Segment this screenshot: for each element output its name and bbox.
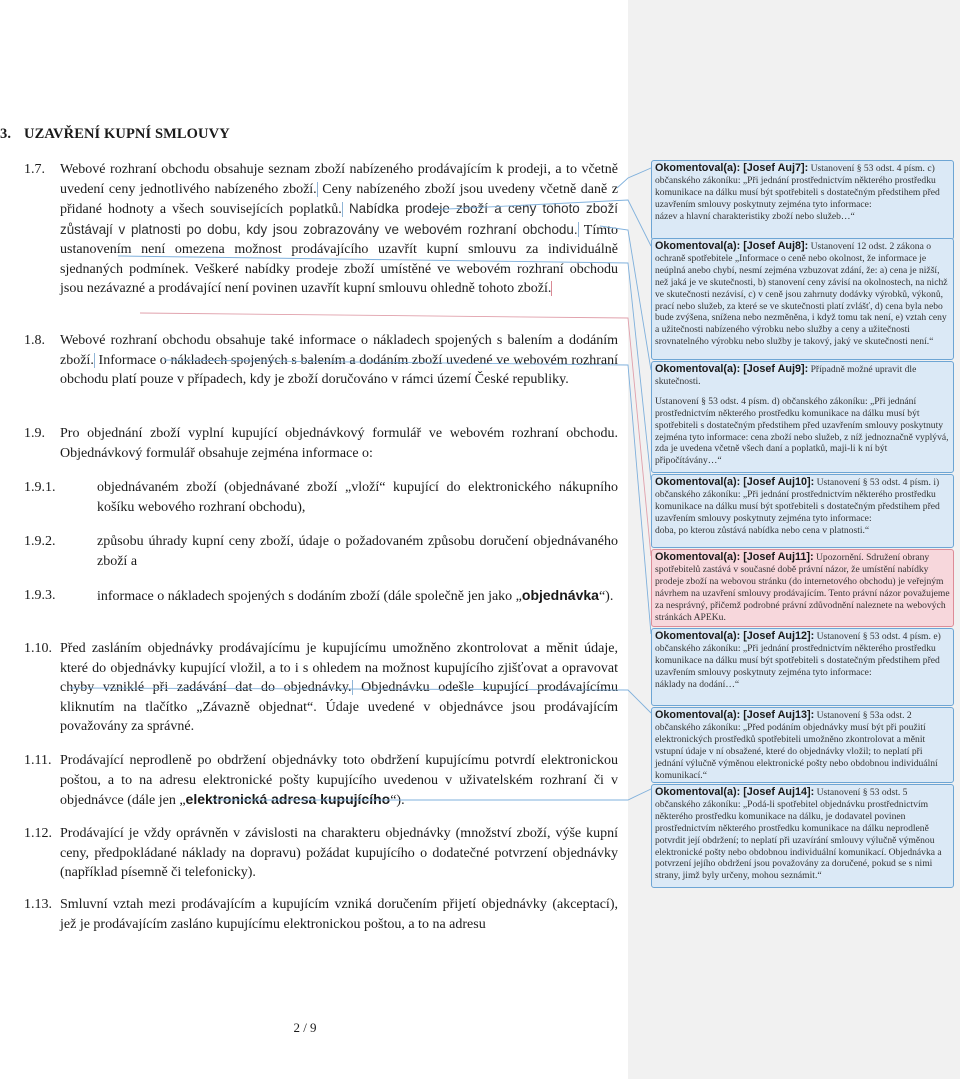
paragraph-number: 1.11. xyxy=(24,753,52,768)
paragraph-1-9-3[interactable] xyxy=(24,586,618,607)
paragraph-1-9-2[interactable] xyxy=(24,532,618,571)
comment-auj7[interactable]: Okomentoval(a): [Josef Auj7]: Ustanovení § 53 odst. 4 písm. c) občanského zákoníku: „Při jednání prostřednictvím některého prostředku komunikace na dálku musí být spotřebiteli s dostatečným předstihem před uzavřením smlouvy poskytnuty zejména tyto informace: název a hlavní charakteristiky zboží nebo služeb…“ xyxy=(651,160,954,240)
paragraph-1-8[interactable] xyxy=(24,331,618,390)
comment-auj12[interactable]: Okomentoval(a): [Josef Auj12]: Ustanovení § 53 odst. 4 písm. e) občanského zákoníku: „Při jednání prostřednictvím některého prostředku komunikace na dálku musí být spotřebiteli s dostatečným předstihem před uzavřením smlouvy poskytnuty zejména tyto informace: náklady na dodání…“ xyxy=(651,628,954,706)
defined-term: objednávka xyxy=(521,587,599,603)
paragraph-text: objednávaném zboží (objednávané zboží „vloží“ kupující do elektronického nákupního košíku webového rozhraní obchodu), xyxy=(97,480,618,515)
comment-auj10[interactable]: Okomentoval(a): [Josef Auj10]: Ustanovení § 53 odst. 4 písm. i) občanského zákoníku: „Při jednání prostřednictvím některého prostředku komunikace na dálku musí být spotřebiteli s dostatečným předstihem před uzavřením smlouvy poskytnuty zejména tyto informace: doba, po kterou zůstává nabídka nebo cena v platnosti.“ xyxy=(651,474,954,548)
section-number: 3. xyxy=(0,126,12,142)
comment-auj13[interactable]: Okomentoval(a): [Josef Auj13]: Ustanovení § 53a odst. 2 občanského zákoníku: „Před podáním objednávky musí být při použití elektronických prostředků spotřebiteli umožněno zkontrolovat a měnit vstupní údaje v ní obsažené, které do objednávky vložil; to neplatí při jednání výlučně výměnou elektronické pošty nebo obdobnou individuální komunikací.“ xyxy=(651,707,954,783)
paragraph-text: způsobu úhrady kupní ceny zboží, údaje o požadovaném způsobu doručení objednávaného zboží a xyxy=(97,534,618,569)
comment-author: Okomentoval(a): [Josef Auj14]: xyxy=(655,786,815,798)
comment-auj9[interactable]: Okomentoval(a): [Josef Auj9]: Případně možné upravit dle skutečnosti. Ustanovení § 53 odst. 4 písm. d) občanského zákoníku: „Při jednání prostřednictvím některého prostředku komunikace na dálku musí být spotřebiteli s dostatečným předstihem před uzavřením smlouvy poskytnuty zejména tyto informace: cena zboží nebo služeb, z níž jednoznačně vyplývá, zda je uvedena včetně všech daní a poplatků, maji-li k ní být připočítávány…“ xyxy=(651,361,954,473)
paragraph-text: Před zasláním objednávky prodávajícímu je kupujícímu umožněno zkontrolovat a měnit údaje, které do objednávky kupující vložil, a to i s ohledem na možnost kupujícího zjišťovat a opravovat chyby vzniklé při zadávání dat do objednávky. Objednávku odešle kupující prodávajícímu kliknutím na tlačítko „Závazně objednat“. Údaje uvedené v objednávce jsou prodávajícím považovány za správné. xyxy=(60,641,618,734)
paragraph-number: 1.9. xyxy=(24,426,45,441)
comment-auj14[interactable]: Okomentoval(a): [Josef Auj14]: Ustanovení § 53 odst. 5 občanského zákoníku: „Podá-li spotřebitel objednávku prostřednictvím některého prostředku komunikace na dálku, je dodavatel povinen prostřednictvím některého prostředku komunikace na dálku neprodleně potvrdit její obdržení; to neplatí při uzavírání smlouvy výlučně výměnou elektronické pošty nebo obdobnou individuální komunikací. Objednávka a potvrzení jejího obdržení jsou považovány za doručené, pokud se s nimi strany, jimž byly určeny, mohou seznámit.“ xyxy=(651,784,954,888)
paragraph-text: Pro objednání zboží vyplní kupující objednávkový formulář ve webovém rozhraní obchodu. Objednávkový formulář obsahuje zejména informace o: xyxy=(60,426,618,461)
paragraph-number: 1.7. xyxy=(24,162,45,177)
paragraph-text: Prodávající neprodleně po obdržení objednávky toto obdržení kupujícímu potvrdí elektronickou poštou, a to na adresu elektronické pošty kupujícího uvedenou v uživatelském rozhraní či v objednávce (dále jen „elektronická adresa kupujícího“). xyxy=(60,753,618,808)
paragraph-number: 1.8. xyxy=(24,333,45,348)
paragraph-1-7[interactable] xyxy=(24,160,618,299)
defined-term: elektronická adresa kupujícího xyxy=(185,791,391,807)
paragraph-1-12[interactable] xyxy=(24,824,618,883)
paragraph-1-13[interactable] xyxy=(24,895,618,934)
paragraph-number: 1.12. xyxy=(24,826,52,841)
paragraph-text: Webové rozhraní obchodu obsahuje seznam zboží nabízeného prodávajícím k prodeji, a to včetně uvedení ceny jednotlivého nabízeného zboží. Ceny nabízeného zboží jsou uvedeny včetně daně z přidané hodnoty a všech souvisejících poplatků. Nabídka prodeje zboží a ceny tohoto zboží zůstávají v platnosti po dobu, kdy jsou zobrazovány ve webovém rozhraní obchodu. Tímto ustanovením není omezena možnost prodávajícího uzavřít kupní smlouvu za individuálně sjednaných podmínek. Veškeré nabídky prodeje zboží umístěné ve webovém rozhraní obchodu jsou nezávazné a prodávající není povinen uzavřít kupní smlouvu ohledně tohoto zboží. xyxy=(60,162,619,296)
paragraph-number: 1.9.3. xyxy=(24,588,56,603)
comment-author: Okomentoval(a): [Josef Auj11]: xyxy=(655,551,814,563)
comment-auj8[interactable]: Okomentoval(a): [Josef Auj8]: Ustanovení 12 odst. 2 zákona o ochraně spotřebitele „Informace o ceně nebo okolnost, že informace je neúplná anebo chybí, nesmí zejména vzbuzovat zdání, že: a) cena je nižší, než jaká je ve skutečnosti, b) stanovení ceny závisí na okolnostech, na nichž ve skutečnosti nezávisí, c) v ceně jsou zahrnuty dodávky výrobků, výkonů, prací nebo služeb, za které se ve skutečnosti platí zvlášť, d) cena byla nebo bude zvýšena, snížena nebo nezměněna, i když tomu tak není, e) vztah ceny a užitečnosti nabízeného výrobku nebo služby a ceny a užitečnosti srovnatelného výrobku nebo služby je takový, jaký ve skutečnosti není.“ xyxy=(651,238,954,360)
section-title: UZAVŘENÍ KUPNÍ SMLOUVY xyxy=(24,126,230,142)
paragraph-text: Webové rozhraní obchodu obsahuje také informace o nákladech spojených s balením a dodáním zboží. Informace o nákladech spojených s balením a dodáním zboží uvedené ve webovém rozhraní obchodu platí pouze v případech, kdy je zboží doručováno v rámci území České republiky. xyxy=(60,333,618,387)
comment-author: Okomentoval(a): [Josef Auj8]: xyxy=(655,240,809,252)
comment-author: Okomentoval(a): [Josef Auj13]: xyxy=(655,709,815,721)
paragraph-1-10[interactable] xyxy=(24,639,618,737)
paragraph-text: Smluvní vztah mezi prodávajícím a kupujícím vzniká doručením přijetí objednávky (akceptací), jež je prodávajícím zasláno kupujícímu elektronickou poštou, a to na adresu xyxy=(60,897,618,932)
paragraph-number: 1.13. xyxy=(24,897,52,912)
comment-auj11[interactable]: Okomentoval(a): [Josef Auj11]: Upozornění. Sdružení obrany spotřebitelů zastává v současné době právní názor, že umístění nabídky prodeje zboží na webovou stránku (do internetového obchodu) je veřejným návrhem na uzavření smlouvy prodávajícím. Tento právní názor považujeme za nesprávný, přičemž podrobné právní zdůvodnění naleznete na webových stránkách APEKu. xyxy=(651,549,954,627)
paragraph-number: 1.9.2. xyxy=(24,534,56,549)
comment-author: Okomentoval(a): [Josef Auj10]: xyxy=(655,476,815,488)
paragraph-number: 1.9.1. xyxy=(24,480,56,495)
section-heading xyxy=(0,126,230,143)
paragraph-number: 1.10. xyxy=(24,641,52,656)
paragraph-1-11[interactable] xyxy=(24,751,618,811)
paragraph-1-9-1[interactable] xyxy=(24,478,618,517)
paragraph-text: Prodávající je vždy oprávněn v závislosti na charakteru objednávky (množství zboží, výše kupní ceny, předpokládané náklady na dopravu) požádat kupujícího o dodatečné potvrzení objednávky (například písemně či telefonicky). xyxy=(60,826,618,880)
page-number: 2 / 9 xyxy=(293,1020,317,1035)
comment-author: Okomentoval(a): [Josef Auj12]: xyxy=(655,630,815,642)
comment-author: Okomentoval(a): [Josef Auj7]: xyxy=(655,162,809,174)
paragraph-1-9[interactable] xyxy=(24,424,618,463)
comment-author: Okomentoval(a): [Josef Auj9]: xyxy=(655,363,809,375)
paragraph-text: informace o nákladech spojených s dodáním zboží (dále společně jen jako „objednávka“). xyxy=(97,587,614,604)
